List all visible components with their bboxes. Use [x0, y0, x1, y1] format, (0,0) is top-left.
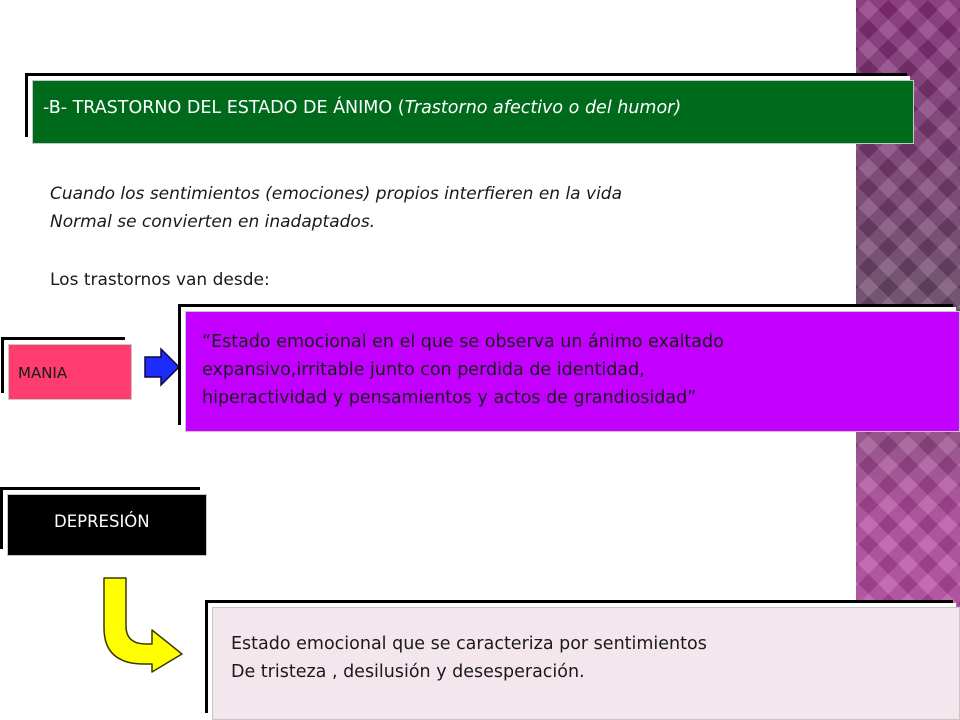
mania-label: MANIA: [18, 364, 68, 382]
title-italic: Trastorno afectivo o del humor): [404, 98, 682, 118]
intro-line-2: Normal se convierten en inadaptados.: [50, 212, 376, 232]
mania-desc-line-1: “Estado emocional en el que se observa un ánimo exaltado: [202, 332, 724, 352]
depression-desc-line-1: Estado emocional que se caracteriza por sentimientos: [231, 634, 707, 654]
intro-line-1: Cuando los sentimientos (emociones) propios interfieren en la vida: [50, 184, 622, 204]
mania-description-box: [185, 311, 960, 432]
mania-desc-line-3: hiperactividad y pensamientos y actos de grandiosidad”: [202, 388, 697, 408]
depression-description-box: [212, 607, 960, 720]
intro-paragraph: [50, 180, 622, 236]
depression-label-box: [7, 494, 207, 556]
arrow-right-icon: [143, 347, 181, 387]
mania-label-box: [8, 344, 132, 400]
slide-title: [32, 80, 914, 144]
depression-desc-line-2: De tristeza , desilusión y desesperación.: [231, 662, 585, 682]
depression-label: DEPRESIÓN: [54, 512, 150, 531]
curved-arrow-icon: [96, 574, 186, 674]
title-prefix: -B- TRASTORNO DEL ESTADO DE ÁNIMO (: [43, 98, 405, 118]
range-label: Los trastornos van desde:: [50, 270, 270, 290]
mania-desc-line-2: expansivo,irritable junto con perdida de identidad,: [202, 360, 645, 380]
